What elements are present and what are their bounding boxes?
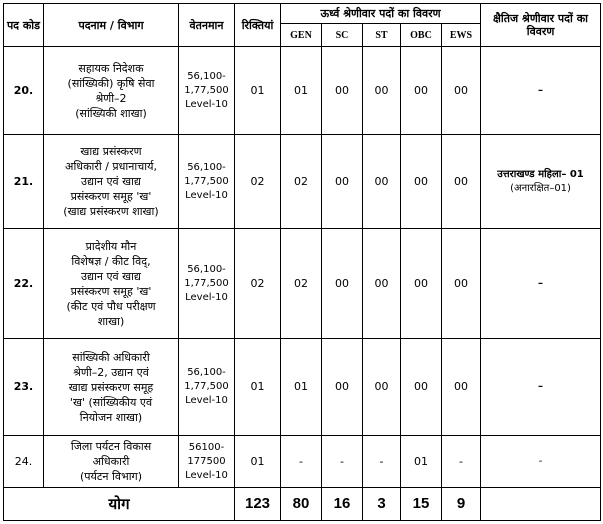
sc-count: 00 [322,339,363,436]
sc-count: - [322,436,363,488]
gen-count: - [281,436,322,488]
pay-scale: 56100- 177500 Level-10 [179,436,235,488]
vacancies: 02 [235,229,281,339]
post-code: 24. [4,436,44,488]
total-obc: 15 [401,488,442,521]
header-vertical: ऊर्ध्व श्रेणीवार पदों का विवरण [281,4,481,24]
post-code: 23. [4,339,44,436]
obc-count: 01 [401,436,442,488]
gen-count: 01 [281,339,322,436]
posts-table [3,3,601,521]
ews-count: 00 [442,47,481,135]
header-st: ST [363,24,401,47]
post-name: खाद्य प्रसंस्करण अधिकारी / प्रधानाचार्य, उद्यान एवं खाद्य प्रसंस्करण समूह 'ख' (खाद्य प्रसंस्करण शाखा) [44,135,179,229]
post-code: 22. [4,229,44,339]
total-ews: 9 [442,488,481,521]
obc-count: 00 [401,47,442,135]
post-code: 20. [4,47,44,135]
total-sc: 16 [322,488,363,521]
total-gen: 80 [281,488,322,521]
obc-count: 00 [401,135,442,229]
horizontal-detail: – [481,229,601,339]
ews-count: 00 [442,339,481,436]
vacancies: 01 [235,436,281,488]
post-name: सांख्यिकी अधिकारी श्रेणी–2, उद्यान एवं खाद्य प्रसंस्करण समूह 'ख' (सांख्यिकीय एवं नियोजन शाखा) [44,339,179,436]
table-row [4,436,601,488]
header-ews: EWS [442,24,481,47]
total-vacancies: 123 [235,488,281,521]
st-count: 00 [363,229,401,339]
sc-count: 00 [322,135,363,229]
sc-count: 00 [322,229,363,339]
obc-count: 00 [401,339,442,436]
horizontal-detail: – [481,47,601,135]
st-count: 00 [363,135,401,229]
horizontal-detail: - [481,436,601,488]
gen-count: 02 [281,229,322,339]
header-sc: SC [322,24,363,47]
header-gen: GEN [281,24,322,47]
vacancies: 02 [235,135,281,229]
post-name: जिला पर्यटन विकास अधिकारी (पर्यटन विभाग) [44,436,179,488]
header-post: पदनाम / विभाग [44,4,179,47]
pay-scale: 56,100- 1,77,500 Level-10 [179,47,235,135]
horizontal-detail: उत्तराखण्ड महिला– 01 (अनारक्षित–01) [481,135,601,229]
ews-count: 00 [442,135,481,229]
total-label: योग [4,488,235,521]
header-code: पद कोड [4,4,44,47]
obc-count: 00 [401,229,442,339]
table-row [4,135,601,229]
sc-count: 00 [322,47,363,135]
gen-count: 01 [281,47,322,135]
table-row [4,229,601,339]
total-row [4,488,601,521]
pay-scale: 56,100- 1,77,500 Level-10 [179,135,235,229]
header-horizontal: क्षैतिज श्रेणीवार पदों का विवरण [481,4,601,47]
header-obc: OBC [401,24,442,47]
total-st: 3 [363,488,401,521]
st-count: - [363,436,401,488]
header-pay: वेतनमान [179,4,235,47]
gen-count: 02 [281,135,322,229]
post-name: सहायक निदेशक (सांख्यिकी) कृषि सेवा श्रेणी–2 (सांख्यिकी शाखा) [44,47,179,135]
vacancies: 01 [235,339,281,436]
post-code: 21. [4,135,44,229]
pay-scale: 56,100- 1,77,500 Level-10 [179,339,235,436]
table-row [4,47,601,135]
st-count: 00 [363,339,401,436]
pay-scale: 56,100- 1,77,500 Level-10 [179,229,235,339]
st-count: 00 [363,47,401,135]
table-row [4,339,601,436]
vacancies: 01 [235,47,281,135]
post-name: प्रादेशीय मौन विशेषज्ञ / कीट विद्, उद्यान एवं खाद्य प्रसंस्करण समूह 'ख' (कीट एवं पौध परीक्षण शाखा) [44,229,179,339]
horizontal-detail: – [481,339,601,436]
header-vacancies: रिक्तियां [235,4,281,47]
ews-count: - [442,436,481,488]
ews-count: 00 [442,229,481,339]
total-horizontal-empty [481,488,601,521]
horizontal-note: (अनारक्षित–01) [510,182,571,194]
